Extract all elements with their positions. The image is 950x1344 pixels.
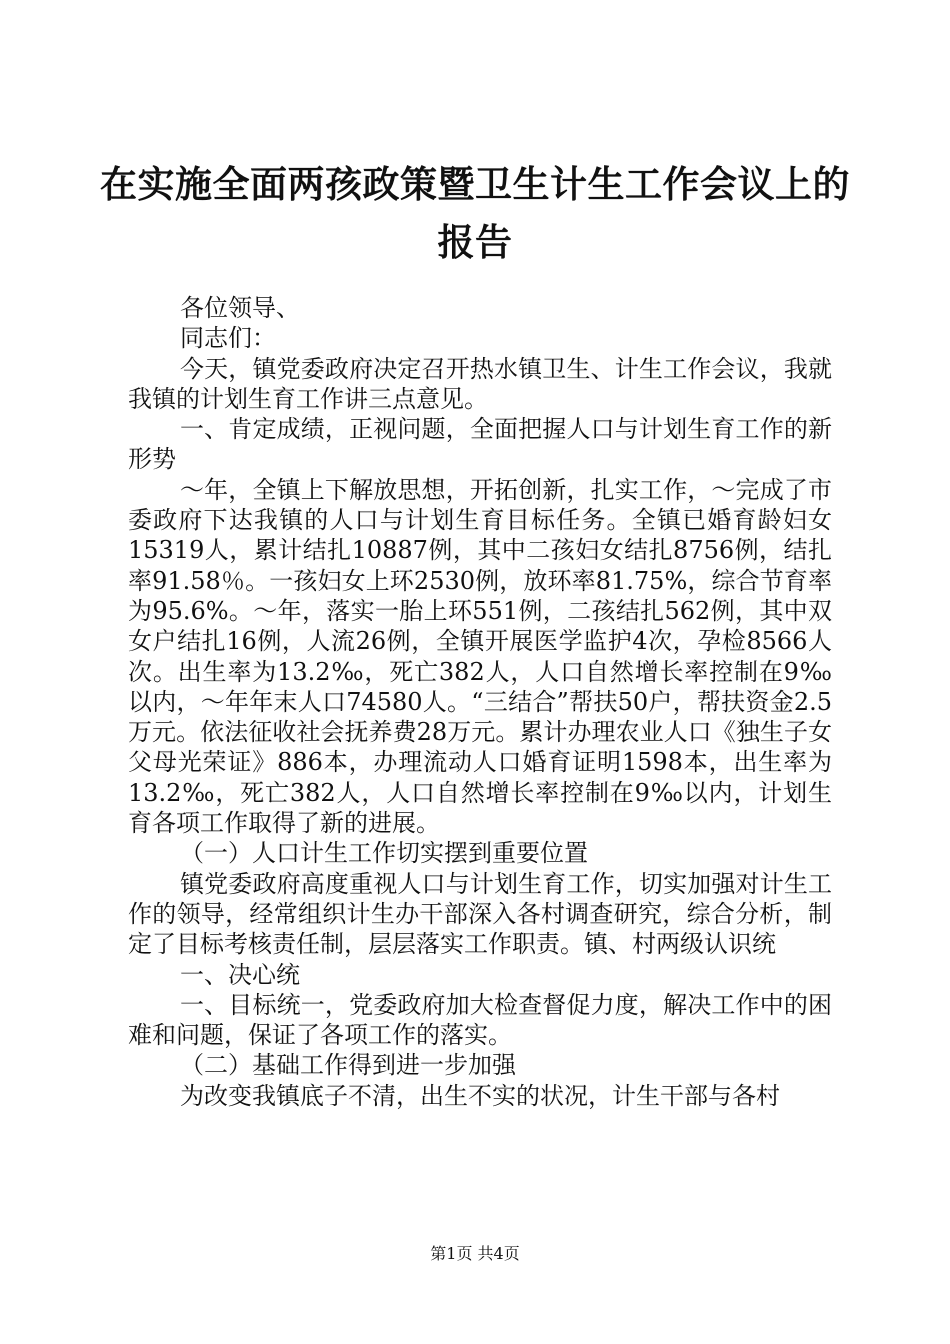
title-line-2: 报告 bbox=[437, 220, 513, 264]
page-footer: 第1页 共4页 bbox=[430, 1244, 520, 1263]
salutation-comrades: 同志们： bbox=[180, 324, 276, 353]
document-body bbox=[128, 293, 832, 1111]
title-line-1: 在实施全面两孩政策暨卫生计生工作会议上的 bbox=[100, 162, 850, 206]
document-title bbox=[100, 155, 850, 271]
list-item-goals: 一、目标统一，党委政府加大检查督促力度，解决工作中的困难和问题，保证了各项工作的落实。 bbox=[128, 990, 832, 1050]
leadership-paragraph: 镇党委政府高度重视人口与计划生育工作，切实加强对计生工作的领导，经常组织计生办干部深入各村调查研究，综合分析，制定了目标考核责任制，层层落实工作职责。镇、村两级认识统 bbox=[128, 869, 832, 959]
subsection-heading-2: （二）基础工作得到进一步加强 bbox=[180, 1051, 516, 1080]
statistics-paragraph: ～年，全镇上下解放思想，开拓创新，扎实工作，～完成了市委政府下达我镇的人口与计划生育目标任务。全镇已婚育龄妇女15319人，累计结扎10887例，其中二孩妇女结扎8756例，结扎率91.58％。一孩妇女上环2530例，放环率81.75%，综合节育率为95.6%。～年，落实一胎上环551例，二孩结扎562例，其中双女户结扎16例，人流26例，全镇开展医学监护4次，孕检8566人次。出生率为13.2‰，死亡382人，人口自然增长率控制在9‰以内，～年年末人口74580人。“三结合”帮扶50户，帮扶资金2.5万元。依法征收社会抚养费28万元。累计办理农业人口《独生子女父母光荣证》886本，办理流动人口婚育证明1598本，出生率为13.2‰，死亡382人，人口自然增长率控制在9‰以内，计划生育各项工作取得了新的进展。 bbox=[128, 475, 832, 838]
subsection-heading-1: （一）人口计生工作切实摆到重要位置 bbox=[180, 839, 588, 868]
salutation-leaders: 各位领导、 bbox=[180, 294, 300, 322]
section-heading-1: 一、肯定成绩，正视问题，全面把握人口与计划生育工作的新形势 bbox=[128, 415, 832, 474]
intro-paragraph: 今天，镇党委政府决定召开热水镇卫生、计生工作会议，我就我镇的计划生育工作讲三点意见。 bbox=[128, 354, 832, 413]
list-item-resolve: 一、决心统 bbox=[180, 960, 300, 989]
foundation-paragraph: 为改变我镇底子不清，出生不实的状况，计生干部与各村 bbox=[180, 1081, 780, 1110]
